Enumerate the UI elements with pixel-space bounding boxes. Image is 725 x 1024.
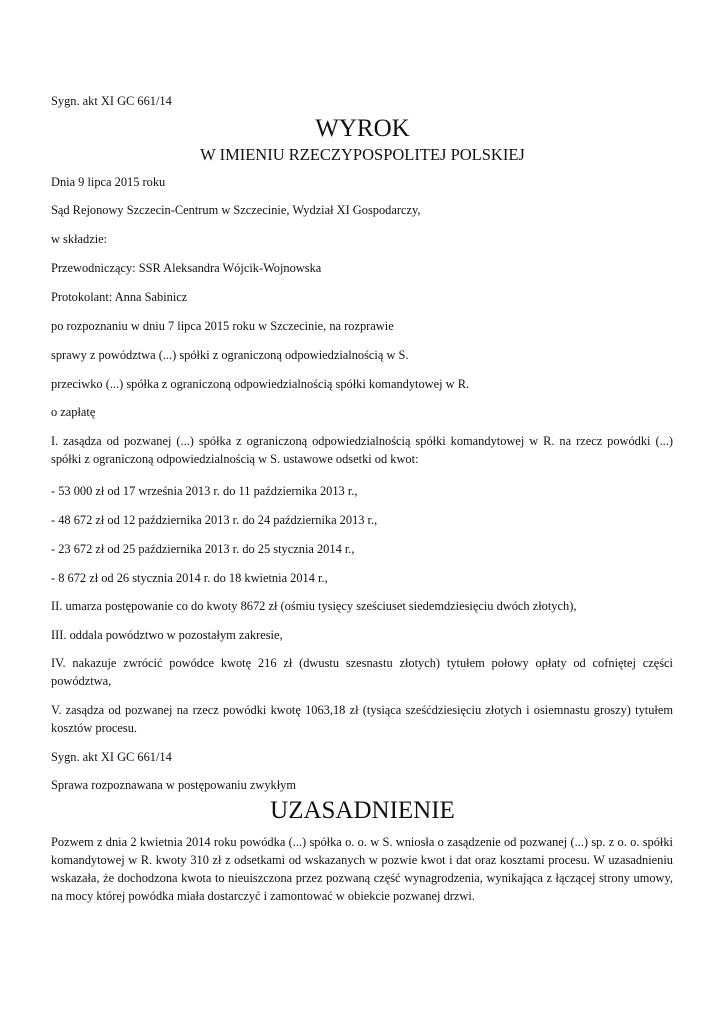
amount-item: - 48 672 zł od 12 października 2013 r. do 24 października 2013 r., <box>51 513 378 527</box>
judgment-title: WYROK <box>315 115 410 142</box>
judgment-subtitle: W IMIENIU RZECZYPOSPOLITEJ POLSKIEJ <box>200 145 525 164</box>
amount-item: - 53 000 zł od 17 września 2013 r. do 11 października 2013 r., <box>51 484 358 498</box>
justification-title: UZASADNIENIE <box>270 797 455 824</box>
judgment-date: Dnia 9 lipca 2015 roku <box>51 175 166 189</box>
justification-signature: Sygn. akt XI GC 661/14 <box>51 750 172 764</box>
case-plaintiff: sprawy z powództwa (...) spółki z ograniczoną odpowiedzialnością w S. <box>51 348 409 362</box>
hearing-info: po rozpoznaniu w dniu 7 lipca 2015 roku w Szczecinie, na rozprawie <box>51 319 394 333</box>
ruling-point-4: IV. nakazuje zwrócić powódce kwotę 216 zł (dwustu szesnastu złotych) tytułem połowy opłaty od cofniętej części powództwa, <box>51 656 673 688</box>
ruling-point-2: II. umarza postępowanie co do kwoty 8672 zł (ośmiu tysięcy sześciuset siedemdziesięciu dwóch złotych), <box>51 599 577 613</box>
case-subject: o zapłatę <box>51 405 96 419</box>
ruling-point-1: I. zasądza od pozwanej (...) spółka z ograniczoną odpowiedzialnością spółki komandytowej w R. na rzecz powódki (...) spółki z ograniczoną odpowiedzialnością w S. ustawowe odsetki od kwot: <box>51 434 673 466</box>
case-signature: Sygn. akt XI GC 661/14 <box>51 94 172 108</box>
court-name: Sąd Rejonowy Szczecin-Centrum w Szczecinie, Wydział XI Gospodarczy, <box>51 203 421 217</box>
composition-label: w składzie: <box>51 232 108 246</box>
amount-item: - 8 672 zł od 26 stycznia 2014 r. do 18 kwietnia 2014 r., <box>51 571 328 585</box>
ruling-point-5: V. zasądza od pozwanej na rzecz powódki kwotę 1063,18 zł (tysiąca sześćdziesięciu złotych i osiemnastu groszy) tytułem kosztów procesu. <box>51 703 673 735</box>
justification-paragraph: Pozwem z dnia 2 kwietnia 2014 roku powódka (...) spółka o. o. w S. wniosła o zasądzenie od pozwanej (...) sp. z o. o. spółki komandytowej w R. kwoty 310 zł z odsetkami od wskazanych w pozwie kwot i dat oraz kosztami procesu. W uzasadnieniu wskazała, że dochodzona kwota to nieuiszczona przez pozwaną część wynagrodzenia, wynikająca z łączącej strony umowy, na mocy której powódka miała dostarczyć i zamontować w obiekcie pozwanej drzwi. <box>51 835 673 903</box>
court-clerk: Protokolant: Anna Sabinicz <box>51 290 188 304</box>
presiding-judge: Przewodniczący: SSR Aleksandra Wójcik-Wojnowska <box>51 261 322 275</box>
procedure-note: Sprawa rozpoznawana w postępowaniu zwykłym <box>51 778 296 792</box>
amount-item: - 23 672 zł od 25 października 2013 r. do 25 stycznia 2014 r., <box>51 542 355 556</box>
ruling-point-3: III. oddala powództwo w pozostałym zakresie, <box>51 628 283 642</box>
case-defendant: przeciwko (...) spółka z ograniczoną odpowiedzialnością spółki komandytowej w R. <box>51 377 470 391</box>
